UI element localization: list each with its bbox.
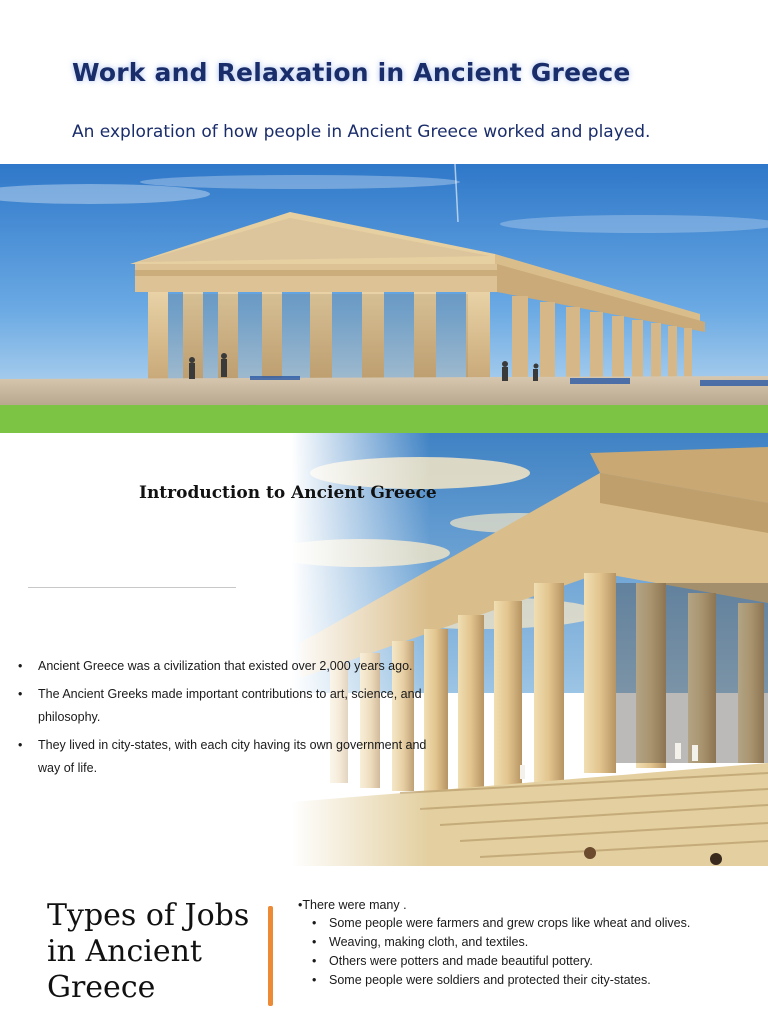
list-item: • Others were potters and made beautiful pottery. [312, 952, 752, 971]
slide-subtitle: An exploration of how people in Ancient Greece worked and played. [72, 122, 651, 142]
parthenon-photo [0, 164, 768, 405]
slide-title: Work and Relaxation in Ancient Greece [72, 58, 631, 87]
list-item: • Ancient Greece was a civilization that existed over 2,000 years ago. [18, 655, 438, 678]
list-intro: •There were many . [298, 898, 407, 912]
bullet-list [312, 914, 752, 990]
jobs-slide [0, 866, 768, 1024]
list-item: • The Ancient Greeks made important contributions to art, science, and philosophy. [18, 683, 438, 729]
list-item: • Weaving, making cloth, and textiles. [312, 933, 752, 952]
bullet-list [18, 655, 438, 785]
accent-bar [268, 906, 273, 1006]
slide-heading: Types of Jobs in Ancient Greece [47, 898, 250, 1005]
accent-band [0, 405, 768, 433]
introduction-slide [0, 433, 768, 866]
slide-heading: Introduction to Ancient Greece [139, 483, 437, 503]
title-slide [0, 0, 768, 433]
list-item: • Some people were soldiers and protected their city-states. [312, 971, 752, 990]
list-item: • They lived in city-states, with each city having its own government and way of life. [18, 734, 438, 780]
list-item: • Some people were farmers and grew crops like wheat and olives. [312, 914, 752, 933]
divider [28, 587, 236, 588]
